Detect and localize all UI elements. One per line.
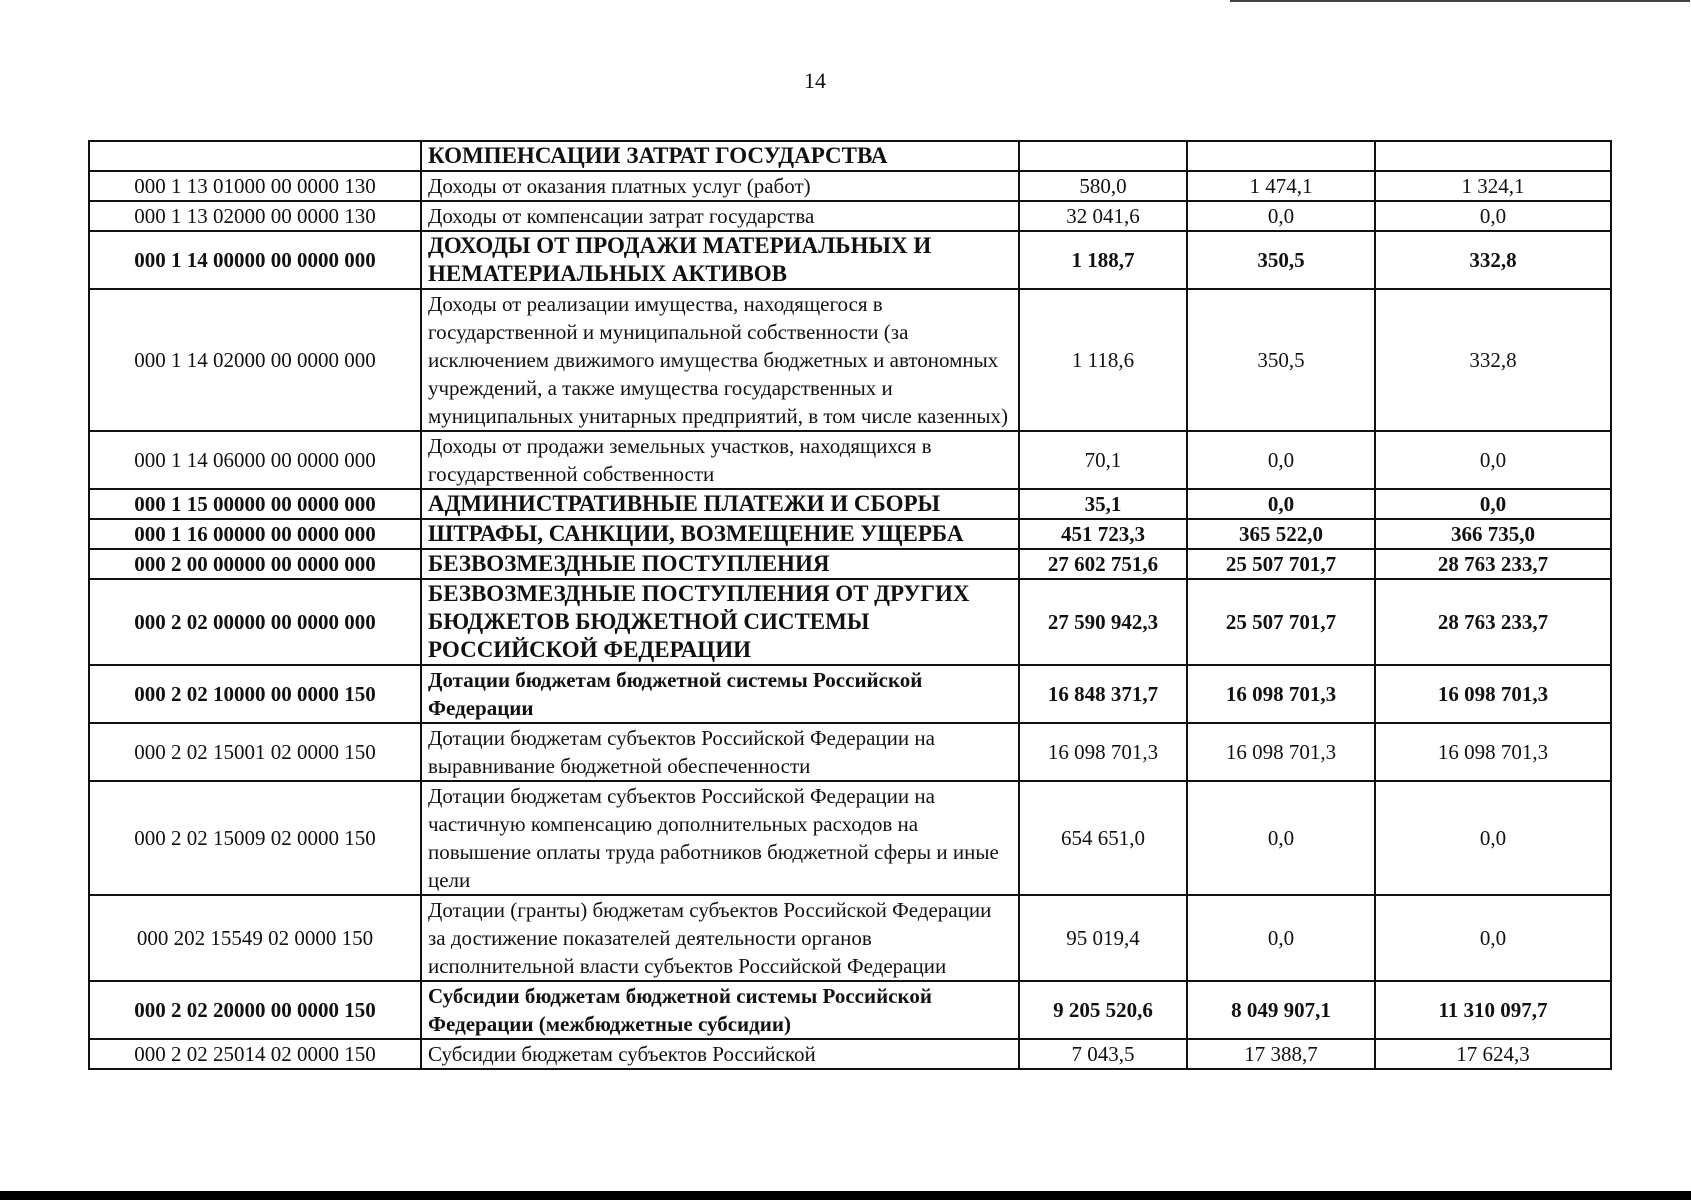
- budget-code-cell: 000 1 13 02000 00 0000 130: [89, 201, 421, 231]
- value-col1-cell: [1019, 141, 1187, 171]
- table-row: [89, 1039, 1611, 1069]
- value-col2-cell: 16 098 701,3: [1187, 665, 1375, 723]
- table-row: [89, 201, 1611, 231]
- value-col2-cell: 350,5: [1187, 231, 1375, 289]
- revenue-table: [88, 140, 1612, 1070]
- value-col2-cell: 25 507 701,7: [1187, 579, 1375, 665]
- budget-code-cell: 000 202 15549 02 0000 150: [89, 895, 421, 981]
- budget-code-cell: 000 1 16 00000 00 0000 000: [89, 519, 421, 549]
- value-col1-cell: 95 019,4: [1019, 895, 1187, 981]
- value-col2-cell: 0,0: [1187, 781, 1375, 895]
- table-body: [89, 141, 1611, 1069]
- item-name-cell: ШТРАФЫ, САНКЦИИ, ВОЗМЕЩЕНИЕ УЩЕРБА: [421, 519, 1019, 549]
- value-col2-cell: 1 474,1: [1187, 171, 1375, 201]
- budget-code-cell: 000 1 14 06000 00 0000 000: [89, 431, 421, 489]
- value-col3-cell: 1 324,1: [1375, 171, 1611, 201]
- table-row: [89, 723, 1611, 781]
- value-col3-cell: 0,0: [1375, 431, 1611, 489]
- value-col1-cell: 7 043,5: [1019, 1039, 1187, 1069]
- budget-code-cell: 000 2 02 00000 00 0000 000: [89, 579, 421, 665]
- table-row: [89, 231, 1611, 289]
- value-col1-cell: 1 118,6: [1019, 289, 1187, 431]
- value-col2-cell: 0,0: [1187, 201, 1375, 231]
- budget-code-cell: 000 2 02 15009 02 0000 150: [89, 781, 421, 895]
- value-col3-cell: 0,0: [1375, 895, 1611, 981]
- item-name-cell: Субсидии бюджетам субъектов Российской: [421, 1039, 1019, 1069]
- value-col1-cell: 580,0: [1019, 171, 1187, 201]
- budget-code-cell: [89, 141, 421, 171]
- budget-code-cell: 000 1 13 01000 00 0000 130: [89, 171, 421, 201]
- value-col3-cell: 0,0: [1375, 201, 1611, 231]
- item-name-cell: Доходы от оказания платных услуг (работ): [421, 171, 1019, 201]
- value-col1-cell: 35,1: [1019, 489, 1187, 519]
- value-col3-cell: 17 624,3: [1375, 1039, 1611, 1069]
- value-col2-cell: 0,0: [1187, 431, 1375, 489]
- item-name-cell: Доходы от продажи земельных участков, находящихся в государственной собственности: [421, 431, 1019, 489]
- value-col2-cell: 16 098 701,3: [1187, 723, 1375, 781]
- table-row: [89, 519, 1611, 549]
- budget-code-cell: 000 1 15 00000 00 0000 000: [89, 489, 421, 519]
- item-name-cell: Дотации (гранты) бюджетам субъектов Российской Федерации за достижение показателей деятельности органов исполнительной власти субъектов Российской Федерации: [421, 895, 1019, 981]
- value-col3-cell: 16 098 701,3: [1375, 665, 1611, 723]
- item-name-cell: Дотации бюджетам субъектов Российской Федерации на частичную компенсацию дополнительных расходов на повышение оплаты труда работников бюджетной сферы и иные цели: [421, 781, 1019, 895]
- table-row: [89, 431, 1611, 489]
- value-col1-cell: 654 651,0: [1019, 781, 1187, 895]
- value-col1-cell: 32 041,6: [1019, 201, 1187, 231]
- item-name-cell: Субсидии бюджетам бюджетной системы Российской Федерации (межбюджетные субсидии): [421, 981, 1019, 1039]
- item-name-cell: Доходы от компенсации затрат государства: [421, 201, 1019, 231]
- value-col3-cell: 332,8: [1375, 231, 1611, 289]
- value-col1-cell: 9 205 520,6: [1019, 981, 1187, 1039]
- table-row: [89, 579, 1611, 665]
- item-name-cell: Доходы от реализации имущества, находящегося в государственной и муниципальной собственности (за исключением движимого имущества бюджетных и автономных учреждений, а также имущества государственных и муниципальных унитарных предприятий, в том числе казенных): [421, 289, 1019, 431]
- item-name-cell: БЕЗВОЗМЕЗДНЫЕ ПОСТУПЛЕНИЯ ОТ ДРУГИХ БЮДЖЕТОВ БЮДЖЕТНОЙ СИСТЕМЫ РОССИЙСКОЙ ФЕДЕРАЦИИ: [421, 579, 1019, 665]
- value-col2-cell: 350,5: [1187, 289, 1375, 431]
- value-col1-cell: 1 188,7: [1019, 231, 1187, 289]
- item-name-cell: КОМПЕНСАЦИИ ЗАТРАТ ГОСУДАРСТВА: [421, 141, 1019, 171]
- scan-bottom-rule: [0, 1191, 1691, 1200]
- value-col2-cell: 0,0: [1187, 895, 1375, 981]
- value-col1-cell: 16 098 701,3: [1019, 723, 1187, 781]
- value-col2-cell: 25 507 701,7: [1187, 549, 1375, 579]
- table-row: [89, 549, 1611, 579]
- table-row: [89, 981, 1611, 1039]
- scan-top-rule: [1230, 0, 1690, 2]
- item-name-cell: ДОХОДЫ ОТ ПРОДАЖИ МАТЕРИАЛЬНЫХ И НЕМАТЕРИАЛЬНЫХ АКТИВОВ: [421, 231, 1019, 289]
- budget-code-cell: 000 2 02 20000 00 0000 150: [89, 981, 421, 1039]
- item-name-cell: БЕЗВОЗМЕЗДНЫЕ ПОСТУПЛЕНИЯ: [421, 549, 1019, 579]
- budget-code-cell: 000 2 02 10000 00 0000 150: [89, 665, 421, 723]
- table-row: [89, 141, 1611, 171]
- table-row: [89, 665, 1611, 723]
- value-col1-cell: 27 602 751,6: [1019, 549, 1187, 579]
- budget-code-cell: 000 2 02 15001 02 0000 150: [89, 723, 421, 781]
- value-col3-cell: 0,0: [1375, 781, 1611, 895]
- value-col2-cell: [1187, 141, 1375, 171]
- value-col3-cell: 28 763 233,7: [1375, 549, 1611, 579]
- item-name-cell: Дотации бюджетам бюджетной системы Российской Федерации: [421, 665, 1019, 723]
- value-col2-cell: 8 049 907,1: [1187, 981, 1375, 1039]
- table-row: [89, 289, 1611, 431]
- budget-code-cell: 000 2 00 00000 00 0000 000: [89, 549, 421, 579]
- value-col1-cell: 70,1: [1019, 431, 1187, 489]
- value-col3-cell: 366 735,0: [1375, 519, 1611, 549]
- item-name-cell: Дотации бюджетам субъектов Российской Федерации на выравнивание бюджетной обеспеченности: [421, 723, 1019, 781]
- value-col3-cell: 11 310 097,7: [1375, 981, 1611, 1039]
- table-row: [89, 895, 1611, 981]
- budget-code-cell: 000 1 14 02000 00 0000 000: [89, 289, 421, 431]
- table-row: [89, 171, 1611, 201]
- value-col3-cell: 0,0: [1375, 489, 1611, 519]
- value-col3-cell: [1375, 141, 1611, 171]
- value-col1-cell: 27 590 942,3: [1019, 579, 1187, 665]
- value-col2-cell: 365 522,0: [1187, 519, 1375, 549]
- table-row: [89, 781, 1611, 895]
- value-col3-cell: 28 763 233,7: [1375, 579, 1611, 665]
- value-col1-cell: 16 848 371,7: [1019, 665, 1187, 723]
- budget-code-cell: 000 1 14 00000 00 0000 000: [89, 231, 421, 289]
- value-col3-cell: 16 098 701,3: [1375, 723, 1611, 781]
- item-name-cell: АДМИНИСТРАТИВНЫЕ ПЛАТЕЖИ И СБОРЫ: [421, 489, 1019, 519]
- value-col2-cell: 0,0: [1187, 489, 1375, 519]
- budget-code-cell: 000 2 02 25014 02 0000 150: [89, 1039, 421, 1069]
- value-col3-cell: 332,8: [1375, 289, 1611, 431]
- value-col1-cell: 451 723,3: [1019, 519, 1187, 549]
- table-row: [89, 489, 1611, 519]
- page-number: 14: [804, 68, 826, 93]
- value-col2-cell: 17 388,7: [1187, 1039, 1375, 1069]
